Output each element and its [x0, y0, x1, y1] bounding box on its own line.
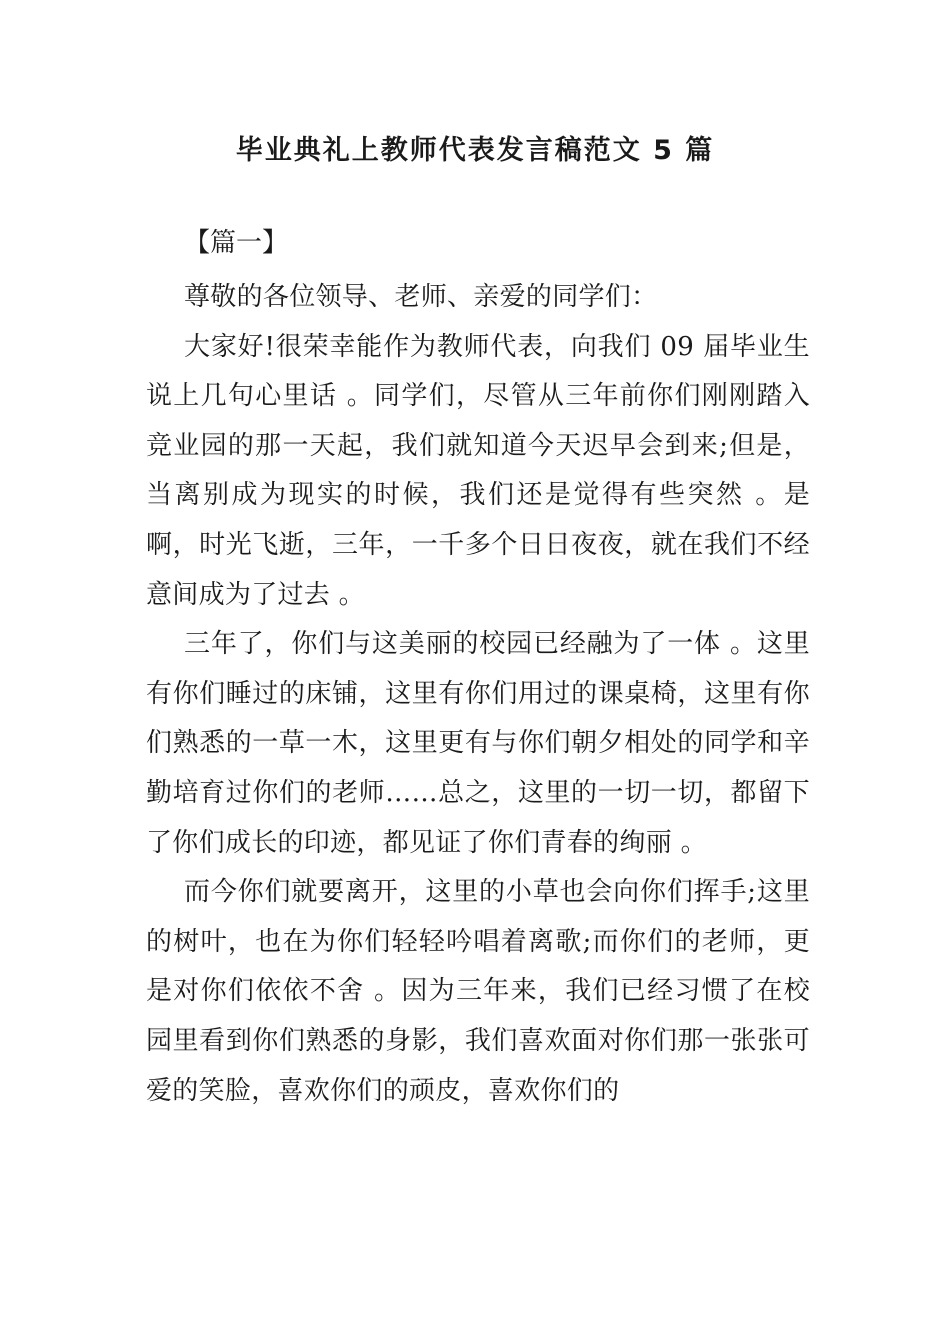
body-paragraph-2: 三年了，你们与这美丽的校园已经融为了一体 。这里有你们睡过的床铺，这里有你们用过的课桌椅，这里有你们熟悉的一草一木，这里更有与你们朝夕相处的同学和辛勤培育过你们的老师……总之，这里的一切一切，都留下了你们成长的印迹，都见证了你们青春的绚丽 。	[146, 629, 810, 858]
body-paragraph-3: 而今你们就要离开，这里的小草也会向你们挥手;这里的树叶，也在为你们轻轻吟唱着离歌;而你们的老师，更是对你们依依不舍 。因为三年来，我们已经习惯了在校园里看到你们熟悉的身影，我们喜欢面对你们那一张张可爱的笑脸，喜欢你们的顽皮，喜欢你们的	[146, 877, 810, 1106]
document-title: 毕业典礼上教师代表发言稿范文 5 篇	[235, 135, 715, 166]
salutation-paragraph: 尊敬的各位领导、老师、亲爱的同学们：	[184, 282, 658, 312]
document-body	[146, 220, 810, 1116]
section-label: 【篇一】	[184, 228, 289, 258]
body-paragraph-1: 大家好!很荣幸能作为教师代表，向我们 09 届毕业生说上几句心里话 。同学们，尽管从三年前你们刚刚踏入竞业园的那一天起，我们就知道今天迟早会到来;但是，当离别成为现实的时候，我们还是觉得有些突然 。是啊，时光飞逝，三年，一千多个日日夜夜，就在我们不经意间成为了过去 。	[146, 331, 810, 610]
